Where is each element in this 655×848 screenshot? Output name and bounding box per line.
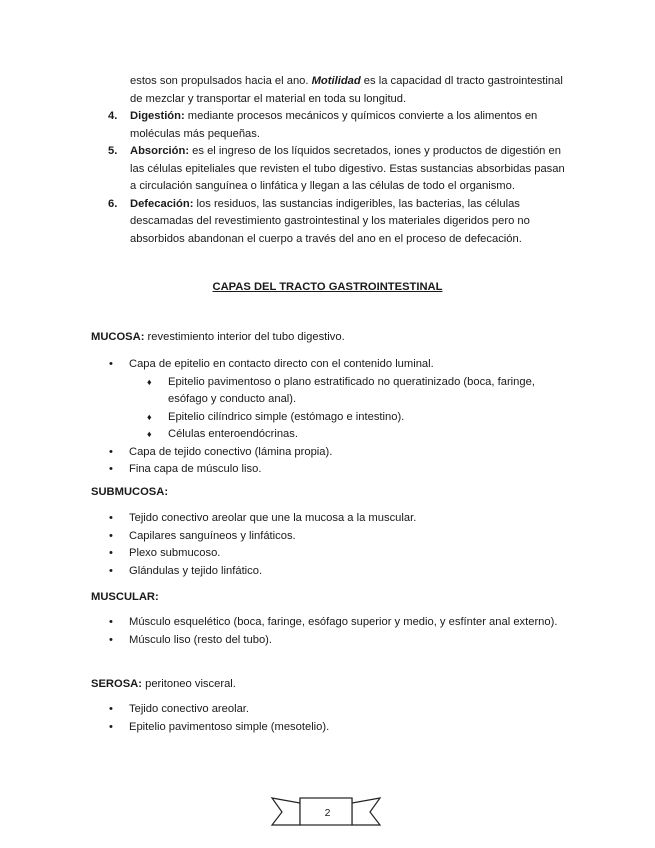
list-item-digestion: [108, 108, 568, 143]
bullet-icon: •: [109, 512, 113, 524]
mucosa-sublist: [109, 374, 569, 444]
list-item-absorcion: [108, 143, 568, 196]
mucosa-heading: MUCOSA: revestimiento interior del tubo digestivo.: [91, 331, 345, 343]
list-item: • Capa de epitelio en contacto directo con el contenido luminal.: [109, 356, 569, 374]
serosa-list: [109, 701, 569, 736]
list-item: • Tejido conectivo areolar.: [109, 701, 569, 719]
list-item: ♦ Epitelio cilíndrico simple (estómago e intestino).: [147, 409, 569, 427]
list-item: • Músculo esquelético (boca, faringe, esófago superior y medio, y esfínter anal externo).: [109, 614, 569, 632]
diamond-bullet-icon: ♦: [147, 411, 152, 422]
list-item: • Capa de tejido conectivo (lámina propia).: [109, 444, 569, 462]
list-item-defecacion: [108, 196, 568, 249]
list-continuation-text: estos son propulsados hacia el ano. Motilidad es la capacidad dl tracto gastrointestinal de mezclar y transportar el material en toda su longitud.: [130, 75, 563, 105]
bullet-icon: •: [109, 633, 113, 646]
bullet-icon: •: [109, 564, 113, 577]
diamond-bullet-icon: ♦: [147, 429, 152, 439]
list-item: • Tejido conectivo areolar que une la mucosa a la muscular.: [109, 510, 569, 528]
bullet-icon: •: [109, 358, 113, 370]
list-item: • Epitelio pavimentoso simple (mesotelio).: [109, 719, 569, 737]
item-text: mediante procesos mecánicos y químicos convierte a los alimentos en moléculas más pequeñas.: [130, 110, 538, 140]
motilidad-term: Motilidad: [311, 75, 361, 87]
item-text: los residuos, las sustancias indigeribles, las bacterias, las células descamadas del revestimiento gastrointestinal y los materiales digeridos pero no absorbidos abandonan el cuerpo a través del ano en el proceso de defecación.: [130, 197, 530, 245]
list-item: • Plexo submucoso.: [109, 545, 569, 563]
bullet-icon: •: [109, 547, 113, 559]
item-text: es el ingreso de los líquidos secretados, iones y productos de digestión en las células epiteliales que revisten el tubo digestivo. Estas sustancias absorbidas pasan a circulación sanguínea o linfática y llegan a las células de todo el organismo.: [130, 145, 565, 192]
numbered-list: [108, 73, 568, 248]
bullet-icon: •: [109, 445, 113, 458]
bullet-icon: •: [109, 703, 113, 715]
section-title: CAPAS DEL TRACTO GASTROINTESTINAL: [212, 281, 443, 293]
item-number: 6.: [108, 197, 118, 210]
bullet-icon: •: [109, 463, 113, 475]
bullet-icon: •: [109, 529, 113, 542]
list-item: • Fina capa de músculo liso.: [109, 461, 569, 479]
bullet-icon: •: [109, 616, 113, 628]
page-number: 2: [324, 807, 331, 819]
bullet-icon: •: [109, 720, 113, 733]
item-term: Absorción:: [130, 145, 190, 157]
item-number: 4.: [108, 110, 118, 122]
mucosa-list: [109, 356, 569, 479]
muscular-list: [109, 614, 569, 649]
list-item: • Glándulas y tejido linfático.: [109, 563, 569, 581]
item-number: 5.: [108, 145, 118, 157]
serosa-heading: SEROSA: peritoneo visceral.: [91, 678, 236, 690]
item-term: Defecación:: [130, 197, 194, 210]
diamond-bullet-icon: ♦: [147, 376, 152, 387]
list-item: ♦ Células enteroendócrinas.: [147, 426, 569, 444]
submucosa-heading: SUBMUCOSA:: [91, 486, 169, 498]
list-item: ♦ Epitelio pavimentoso o plano estratificado no queratinizado (boca, faringe, esófago y conducto anal).: [147, 374, 569, 409]
list-item: • Capilares sanguíneos y linfáticos.: [109, 528, 569, 546]
item-term: Digestión:: [130, 110, 185, 122]
muscular-heading: MUSCULAR:: [91, 591, 159, 603]
submucosa-list: [109, 510, 569, 580]
list-item: • Músculo liso (resto del tubo).: [109, 632, 569, 650]
